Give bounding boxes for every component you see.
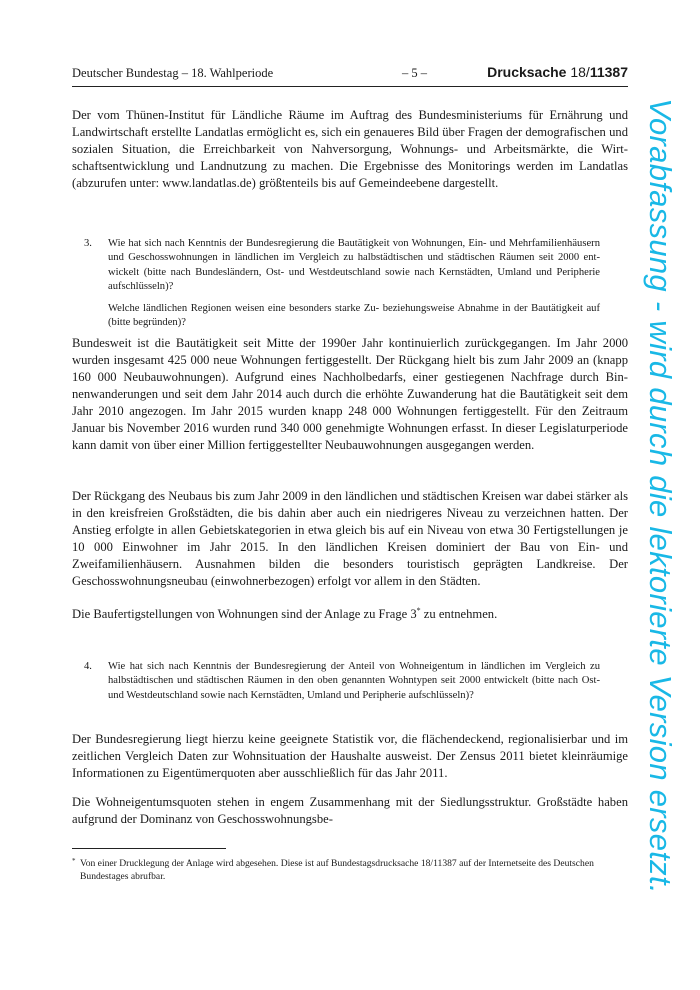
intro-paragraph: Der vom Thünen-Institut für Ländliche Räume im Auftrag des Bundesministeriums für Ernährung und Landwirtschaft erstellte Landatlas ermöglicht es, sich ein genaueres Bild über Fragen der demografischen und sozialen Situation, die Erreichbarkeit von Nahversorgung, Wohnungs- und Arbeitsmärkte, die Wirtschaftsentwicklung und Landnutzung zu machen. Die Ergebnisse des Monitorings werden im Landatlas (abzurufen unter: www.landatlas.de) größtenteils bis auf Gemeindeebene dargestellt.	[72, 108, 628, 190]
answer-3-paragraph-3	[72, 606, 628, 623]
header-page-number: – 5 –	[402, 66, 427, 80]
question-3-text: Wie hat sich nach Kenntnis der Bundesregierung die Bautätigkeit von Wohnungen, Ein- und Mehrfamilienhäusern und Geschosswohnungen in ländlichen im Vergleich zu halbstädtischen und städtischen Räumen seit 2000 entwickelt (bitte nach Bundesländern, Ost- und Westdeutschland sowie nach Kernstädten, Umland und Peripherie aufschlüsseln)?	[108, 238, 600, 292]
header-parliament-period: Deutscher Bundestag – 18. Wahlperiode	[72, 66, 274, 80]
answer-4-paragraph-1: Der Bundesregierung liegt hierzu keine geeignete Statistik vor, die flächendeckend, regionalisierbar und im zeitlichen Vergleich Daten zur Wohnsituation der Haushalte ausweist. Der Zensus 2011 bietet kleinräumige Informationen zu Eigentümerquoten aber ausschließlich für das Jahr 2011.	[72, 732, 628, 780]
answer-3-paragraph-3-end: zu entnehmen.	[420, 607, 498, 621]
question-4	[84, 660, 600, 703]
question-4-number: 4.	[84, 661, 92, 672]
footnote-divider	[72, 848, 226, 849]
preliminary-version-watermark: Vorabfassung - wird durch die lektorierte Version ersetzt.	[643, 98, 678, 894]
footnote	[72, 857, 628, 883]
header-drucksache-label: Drucksache	[487, 64, 567, 80]
footnote-mark: *	[72, 857, 76, 865]
page-header	[72, 66, 628, 87]
answer-3-paragraph-3-text: Die Baufertigstellungen von Wohnungen sind der Anlage zu Frage 3	[72, 607, 417, 621]
header-document-number	[487, 64, 628, 80]
question-3-subquestion: Welche ländlichen Regionen weisen eine besonders starke Zu- beziehungsweise Abnahme in der Bautätigkeit auf (bitte begründen)?	[108, 303, 600, 329]
answer-3-paragraph-1: Bundesweit ist die Bautätigkeit seit Mitte der 1990er Jahr kontinuierlich zurückgegangen. Im Jahr 2000 wurden insgesamt 425 000 neue Wohnungen fertiggestellt. Der Rückgang hielt bis zum Jahr 2009 an (knapp 160 000 Neubauwohnungen). Aufgrund eines Nachholbedarfs, einer gestiegenen Nachfrage durch Binnenwanderungen und seit dem Jahr 2014 auch durch die erhöhte Zuwanderung hat die Bautätigkeit seit dem Jahr 2010 angezogen. Im Jahr 2015 wurden knapp 248 000 Wohnungen fertiggestellt. Für den Zeitraum Januar bis November 2016 wurden rund 340 000 genehmigte Wohnungen erfasst. In dieser Legislaturperiode kann damit von über einer Million fertiggestellter Neubauwohnungen ausgegangen werden.	[72, 336, 628, 452]
header-drucksache-number: 11387	[589, 64, 628, 80]
header-drucksache-period: 18/	[570, 64, 590, 80]
question-4-text: Wie hat sich nach Kenntnis der Bundesregierung der Anteil von Wohneigentum in ländlichen im Vergleich zu halbstädtischen und städtischen Räumen in den oben genannten Wohntypen seit 2000 entwickelt (bitte nach Ost- und Westdeutschland sowie nach Kernstädten, Umland und Peripherie aufschlüsseln)?	[108, 661, 600, 701]
question-3-number: 3.	[84, 238, 92, 249]
footnote-reference: *	[416, 606, 421, 615]
question-3	[84, 237, 600, 331]
answer-4-paragraph-2: Die Wohneigentumsquoten stehen in engem Zusammenhang mit der Siedlungsstruktur. Großstädte haben aufgrund der Dominanz von Geschosswohnungsbe-	[72, 795, 628, 826]
footnote-text: Von einer Drucklegung der Anlage wird abgesehen. Diese ist auf Bundestagsdrucksache 18/11387 auf der Internetseite des Deutschen Bundestages abrufbar.	[80, 858, 594, 882]
answer-3-paragraph-2: Der Rückgang des Neubaus bis zum Jahr 2009 in den ländlichen und städtischen Kreisen war dabei stärker als in den kreisfreien Großstädten, die bis dahin aber auch ein niedrigeres Niveau zu verzeichnen hatten. Der Anstieg erfolgte in allen Gebietskategorien in etwa gleich bis auf ein Niveau von etwa 30 Fertigstellungen je 10 000 Einwohner im Jahr 2015. In den ländlichen Kreisen dominiert der Bau von Ein- und Zweifamilienhäusern. Ausnahmen bilden die besonders touristisch geprägten Landkreise. Der Geschosswohnungsneubau (einwohnerbezogen) erfolgt vor allem in den Städten.	[72, 489, 628, 588]
